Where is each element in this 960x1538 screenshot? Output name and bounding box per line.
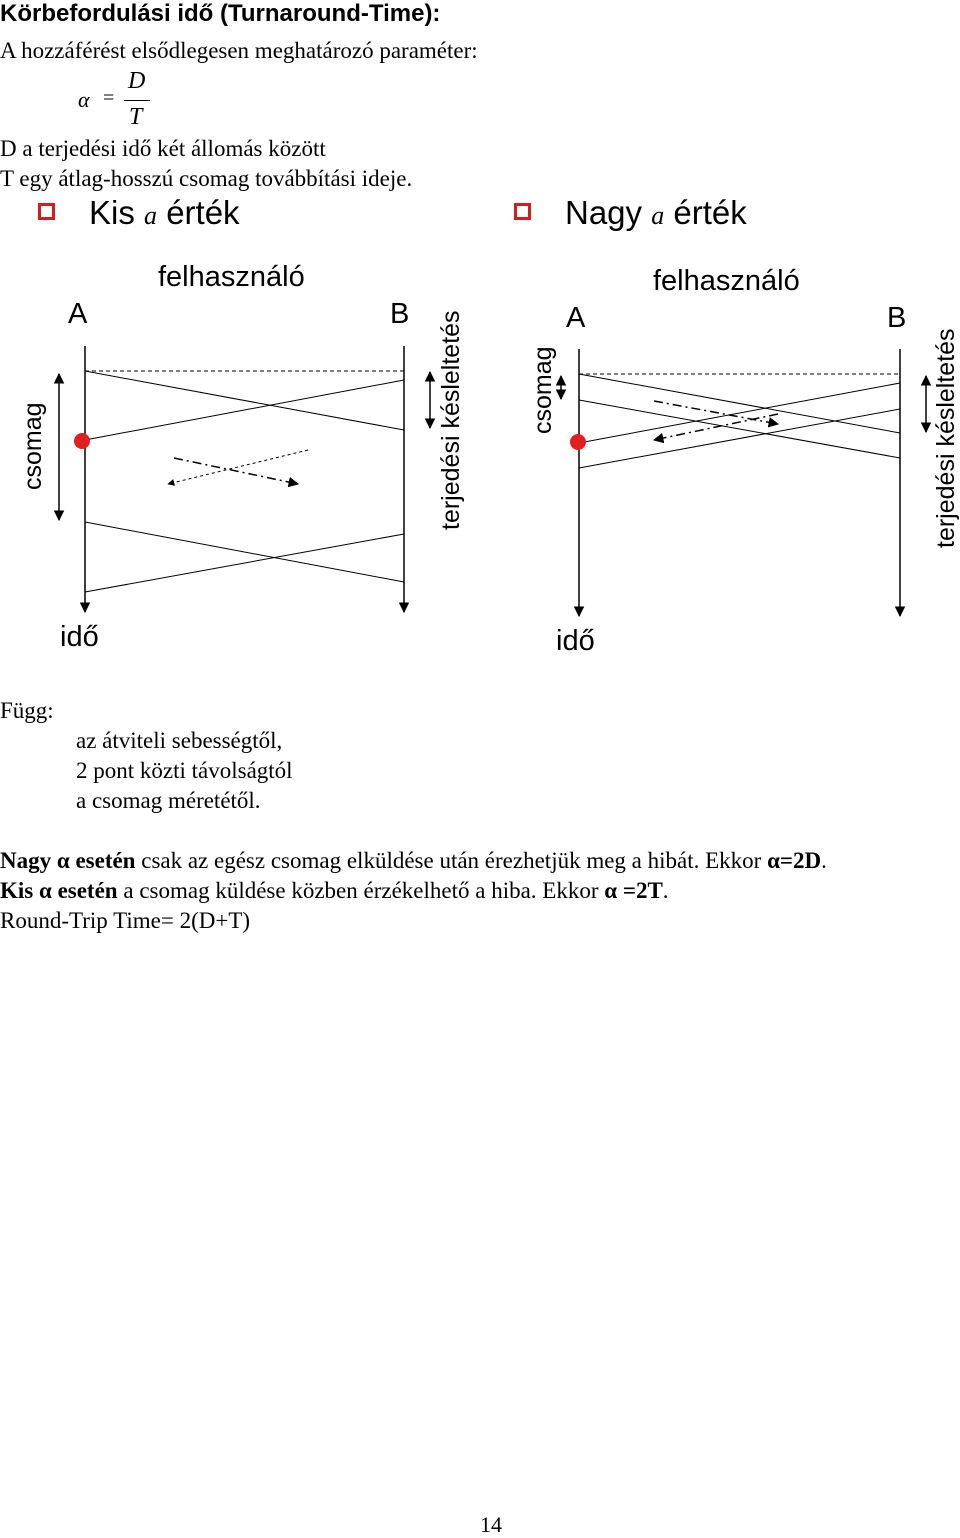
alpha-symbol: α (78, 87, 90, 112)
summary-small-alpha: Kis α esetén a csomag küldése közben érzékelhető a hiba. Ekkor α =2T. (0, 878, 669, 903)
time-label: idő (556, 625, 595, 657)
depends-label: Függ: (0, 698, 54, 723)
collision-marker-icon (74, 433, 90, 449)
depends-item: 2 pont közti távolságtól (76, 758, 293, 783)
delay-label: terjedési késleltetés (437, 310, 465, 530)
page-number: 14 (480, 1512, 502, 1537)
figure-title-small: Kis a érték (38, 194, 240, 232)
diagram-large-alpha (529, 265, 960, 657)
signal-line (579, 409, 900, 468)
collision-marker-icon (570, 434, 586, 450)
user-label: felhasználó (158, 261, 305, 293)
figure-title-large: Nagy a érték (514, 194, 747, 232)
equals-sign: = (103, 87, 115, 109)
formula-denominator: T (129, 104, 143, 130)
station-b-label: B (887, 302, 907, 334)
station-a-label: A (566, 302, 586, 334)
definition-d: D a terjedési idő két állomás között (0, 136, 326, 161)
page-heading: Körbefordulási idő (Turnaround-Time): (0, 0, 441, 27)
definition-t: T egy átlag-hosszú csomag továbbítási ideje. (0, 166, 413, 191)
summary-large-alpha: Nagy α esetén csak az egész csomag elküldése után érezhetjük meg a hibát. Ekkor α=2D. (0, 848, 827, 873)
signal-line (85, 534, 404, 592)
packet-label: csomag (529, 346, 557, 434)
signal-line (85, 371, 404, 430)
dotted-arrow (168, 450, 308, 484)
signal-line (579, 400, 900, 458)
packet-label: csomag (19, 402, 47, 490)
signal-line (579, 383, 900, 443)
delay-label: terjedési késleltetés (932, 328, 960, 548)
user-label: felhasználó (653, 265, 800, 297)
depends-item: a csomag méretétől. (76, 788, 261, 813)
timing-diagrams (0, 0, 960, 700)
intro-text: A hozzáférést elsődlegesen meghatározó paraméter: (0, 38, 478, 63)
signal-line (85, 522, 404, 582)
depends-item: az átviteli sebességtől, (76, 728, 283, 753)
formula-numerator: D (128, 68, 146, 94)
station-b-label: B (390, 298, 410, 330)
signal-line (579, 374, 900, 433)
diagram-small-alpha (19, 261, 465, 653)
round-trip-time: Round-Trip Time= 2(D+T) (0, 908, 251, 933)
signal-line (85, 380, 404, 440)
dashdot-arrow (174, 458, 298, 484)
station-a-label: A (68, 298, 88, 330)
dashdot-arrow (654, 401, 778, 424)
time-label: idő (60, 621, 99, 653)
